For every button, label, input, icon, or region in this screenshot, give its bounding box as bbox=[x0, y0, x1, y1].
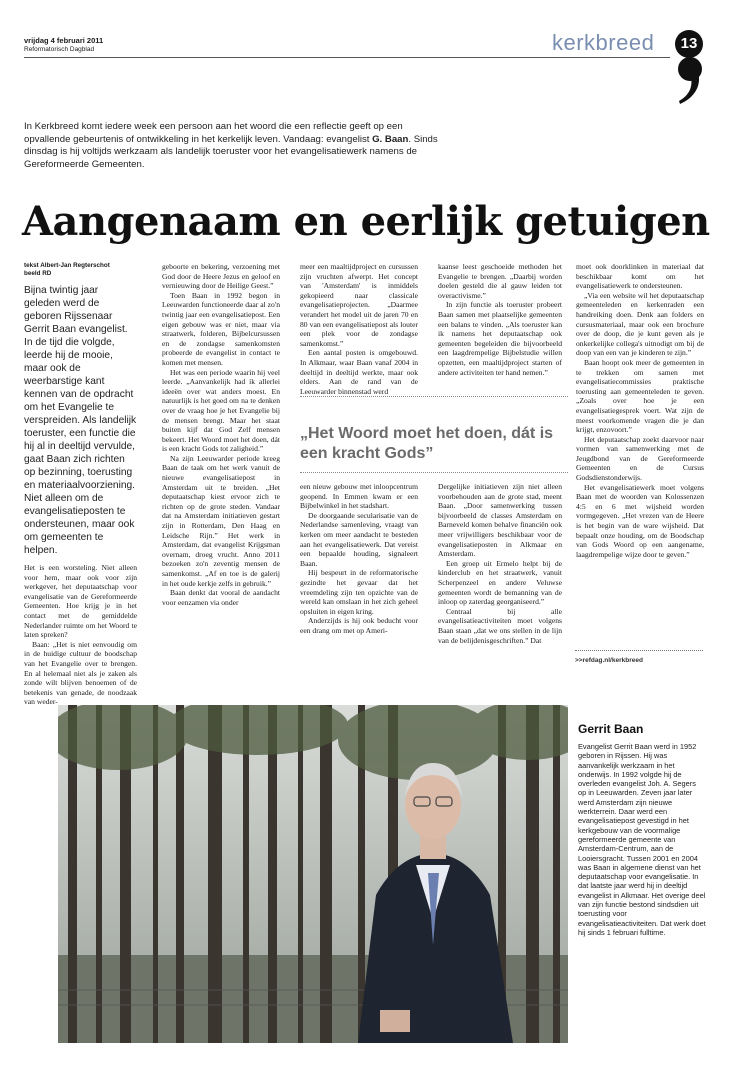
intro-text bbox=[24, 121, 444, 171]
paragraph: Hij bespeurt in de reformatorische gezindte het gevaar dat het vreemdeling zijn ten opzichte van de wereld kan omslaan in het zich geheel opsluiten in eigen kring. bbox=[300, 568, 418, 616]
paragraph: In zijn functie als toeruster probeert Baan samen met plaatselijke gemeenten een balans te vinden. „Als toeruster kan ik namens het deputaatschap ook gemeenten begeleiden die bijvoorbeeld een laagdrempelige Bijbelstudie willen opzetten, een maaltijdproject starten of andere activiteiten ter hand nemen.” bbox=[438, 300, 562, 377]
paragraph: Een aantal posten is omgebouwd. In Alkmaar, waar Baan vanaf 2004 in deeltijd in deeltijd werkte, maar ook elders. Aan de rand van de Leeuwarder binnenstad werd bbox=[300, 348, 418, 396]
intro-name: G. Baan bbox=[372, 133, 409, 145]
issue-date: vrijdag 4 februari 2011 bbox=[24, 36, 104, 45]
paragraph: Baan hoopt ook meer de gemeenten in te trekken om samen met evangelisatiecommissies praktische toerusting aan gemeenteleden te geven. „Zoals over hoe je een evangelisatiegesprek voert. Wat zijn de meest voorkomende vragen die je dan krijgt, enzovoort.” bbox=[576, 357, 704, 435]
intro-part2: . Sinds dinsdag is hij voltijds werkzaam als landelijk toeruster voor het evangelisatiewerk namens de Gereformeerde Gemeenten. bbox=[24, 133, 438, 170]
article-column-1 bbox=[24, 262, 137, 707]
paragraph: Toen Baan in 1992 begon in Leeuwarden functioneerde daar al zo'n twintig jaar een evangelisatiepost. Een eigen gebouw was er niet, maar via straatwerk, folderen, Bijbelcursussen en de zondagse samenkomsten probeerde de evangelist in contact te komen met mensen. bbox=[162, 290, 280, 367]
web-link-divider bbox=[575, 650, 703, 651]
headline: Aangenaam en eerlijk getuigen bbox=[22, 198, 710, 245]
paragraph: Anderzijds is hij ook beducht voor een drang om met op Ameri- bbox=[300, 616, 418, 635]
portrait-photo bbox=[58, 705, 568, 1043]
paragraph: een nieuw gebouw met inloopcentrum geopend. In Emmen kwam er een Bijbelwinkel in het stadshart. bbox=[300, 482, 418, 511]
article-column-3-bottom bbox=[300, 482, 418, 636]
comma-logo-icon bbox=[676, 56, 704, 106]
newspaper-name: Reformatorisch Dagblad bbox=[24, 46, 95, 53]
paragraph: Centraal bij alle evangelisatieactiviteiten moet volgens Baan staan „dat we ons stellen in de lijn van de belijdenisgeschriften.” Dat bbox=[438, 606, 562, 645]
header-divider bbox=[24, 57, 670, 58]
paragraph: Een groep uit Ermelo helpt bij de kinderclub en het straatwerk, vanuit Scherpenzeel en andere Veluwse gemeenten wordt de bemanning van de inloop op zaterdag georganiseerd.” bbox=[438, 558, 562, 607]
credit-text: tekst Albert-Jan Regterschot bbox=[24, 262, 110, 269]
paragraph: „Via een website wil het deputaatschap gemeenteleden en kerkenraden een handreiking doen. Denk aan folders en cursusmateriaal, maar ook een brochure over de doop, die je kunt geven als je onkerkelijke collega's uitnodigt om bij de doop van een van je kinderen te zijn.” bbox=[576, 290, 704, 358]
article-column-3-top bbox=[300, 262, 418, 396]
paragraph: Het is een worsteling. Niet alleen voor hem, maar ook voor zijn werkgever, het deputaatschap voor evangelisatie van de Gereformeerde Gemeenten. Hoe krijg je in het contact met de gemiddelde Nederlander ruimte om het Woord te laten spreken? bbox=[24, 563, 137, 640]
paragraph: Baan: „Het is niet eenvoudig om in de huidige cultuur de boodschap van het Evangelie over te brengen. En al helemaal niet als je zaken als zonde wilt blijven benoemen of de betekenis van genade, de noodzaak van weder- bbox=[24, 639, 137, 707]
forest-portrait-illustration bbox=[58, 705, 568, 1043]
paragraph: Het was een periode waarin hij veel leerde. „Aanvankelijk had ik allerlei ideeën over wat anders moest. En natuurlijk is het goed om na te denken over de vraag hoe je het Evangelie bij de mensen brengt. Maar het staat buiten kijf dat God Zelf mensen bekeert. Het Woord moet het doen, dát is een kracht Gods tot zaligheid.” bbox=[162, 367, 280, 454]
paragraph: geboorte en bekering, verzoening met God door de Heere Jezus en geloof en vernieuwing door de Heilige Geest.” bbox=[162, 262, 280, 291]
paragraph: Baan denkt dat vooral de aandacht voor eenzamen via onder bbox=[162, 588, 280, 607]
paragraph: moet ook doorklinken in materiaal dat beschikbaar komt om het evangelisatiewerk te ondersteunen. bbox=[576, 262, 704, 291]
credits bbox=[24, 262, 137, 278]
article-column-5 bbox=[576, 262, 704, 559]
lead-paragraph: Bijna twintig jaar geleden werd de geboren Rijssenaar Gerrit Baan evangelist. In de tijd die volgde, leerde hij de mooie, maar ook de weerbarstige kant kennen van de opdracht om het Evangelie te verspreiden. Als landelijk toeruster, een functie die hij al in deeltijd vervulde, gaat Baan zich richten op bezinning, toerusting en materiaalvoorziening. Niet alleen om de evangelisatieposten te ondersteunen, maar ook om gemeenten te helpen. bbox=[24, 285, 137, 556]
article-column-4-top bbox=[438, 262, 562, 377]
credit-photo: beeld RD bbox=[24, 270, 52, 277]
paragraph: Het deputaatschap zoekt daarvoor naar vormen van samenwerking met de Jeugdbond van de Gereformeerde Gemeenten en de Cursus Godsdienstonderwijs. bbox=[576, 434, 704, 483]
page-number-badge: 13 bbox=[675, 30, 703, 58]
bio-title: Gerrit Baan bbox=[578, 722, 644, 736]
paragraph: Het evangelisatiewerk moet volgens Baan met de woorden van Kolossenzen 4:5 en 6 met wijsheid worden vormgegeven. „Het vrezen van de Heere is het begin van de ware wijsheid. Dat bepaalt onze houding, om de Boodschap van Gods Woord op een aangename, laagdrempelige wijze door te geven.” bbox=[576, 482, 704, 559]
section-title: kerkbreed bbox=[552, 30, 655, 55]
bio-text: Evangelist Gerrit Baan werd in 1952 geboren in Rijssen. Hij was aanvankelijk werkzaam in het onderwijs. In 1992 volgde hij de overleden evangelist Joh. A. Segers op in Leeuwarden. Zeven jaar later werd Amsterdam zijn nieuwe werkterrein. Daar werd een evangelisatiepost gevestigd in het kerkgebouw van de voormalige gereformeerde gemeente van Amsterdam-Centrum, aan de Looiersgracht. Tussen 2001 en 2004 was Baan in algemene dienst van het deputaatschap voor evangelisatie. In dat laatste jaar werd hij in deeltijd evangelist in Alkmaar. Het overige deel van zijn functie bestond sindsdien uit toerusting voor evangelisatieactiviteiten. Dat werk doet hij sinds 1 februari fulltime. bbox=[578, 742, 706, 937]
intro-part1: In Kerkbreed komt iedere week een persoon aan het woord die een reflectie geeft op een opvallende gebeurtenis of ontwikkeling in het kerkelijk leven. Vandaag: evangelist bbox=[24, 121, 403, 145]
paragraph: Dergelijke initiatieven zijn niet alleen voorbehouden aan de grote stad, meent Baan. „Door samenwerking tussen bijvoorbeeld de classes Amsterdam en Barneveld komen behalve financiën ook meer vrijwilligers beschikbaar voor de evangelisatieposten in Alkmaar en Amsterdam. bbox=[438, 482, 562, 559]
web-link[interactable]: >>refdag.nl/kerkbreed bbox=[575, 657, 643, 664]
article-column-2 bbox=[162, 262, 280, 607]
paragraph: De doorgaande secularisatie van de Nederlandse samenleving, vraagt van kerken om meer aandacht te besteden aan het evangelisatiewerk. Dat vereist een bepaalde houding, signaleert Baan. bbox=[300, 510, 418, 568]
pull-quote: „Het Woord moet het doen, dát is een kracht Gods” bbox=[300, 425, 554, 462]
paragraph: Na zijn Leeuwarder periode kreeg Baan de taak om het werk vanuit de nieuwe evangelisatiepost in Amsterdam uit te breiden. „Het deputaatschap kiest ervoor zich te richten op de grote steden. Vandaar dat na Amsterdam initiatieven gestart zijn in Rotterdam, Den Haag en Leidsche Rijn.” Het werk in Amsterdam, dat evangelist Krijgsman overnam, droeg vrucht. Anno 2011 bezoeken zo'n zeventig mensen de samenkomst. „Af en toe is de galerij in het oude kerkje zelfs in gebruik.” bbox=[162, 453, 280, 588]
paragraph: kaanse leest geschoeide methoden het Evangelie te brengen. „Daarbij worden doelen gesteld die al gauw leiden tot overactivisme.” bbox=[438, 262, 562, 300]
quote-rule-top bbox=[300, 396, 568, 398]
quote-rule-bottom bbox=[300, 472, 568, 474]
paragraph: meer een maaltijdproject en cursussen zijn vruchten afwerpt. Het concept van 'Amsterdam' is inmiddels gekopieerd naar classicale evangelisatieprojecten. „Daarmee verandert het model uit de jaren 70 en 80 van een evangelisatiepost als louter een plek voor de zondagse samenkomst.” bbox=[300, 262, 418, 348]
article-column-4-bottom bbox=[438, 482, 562, 645]
